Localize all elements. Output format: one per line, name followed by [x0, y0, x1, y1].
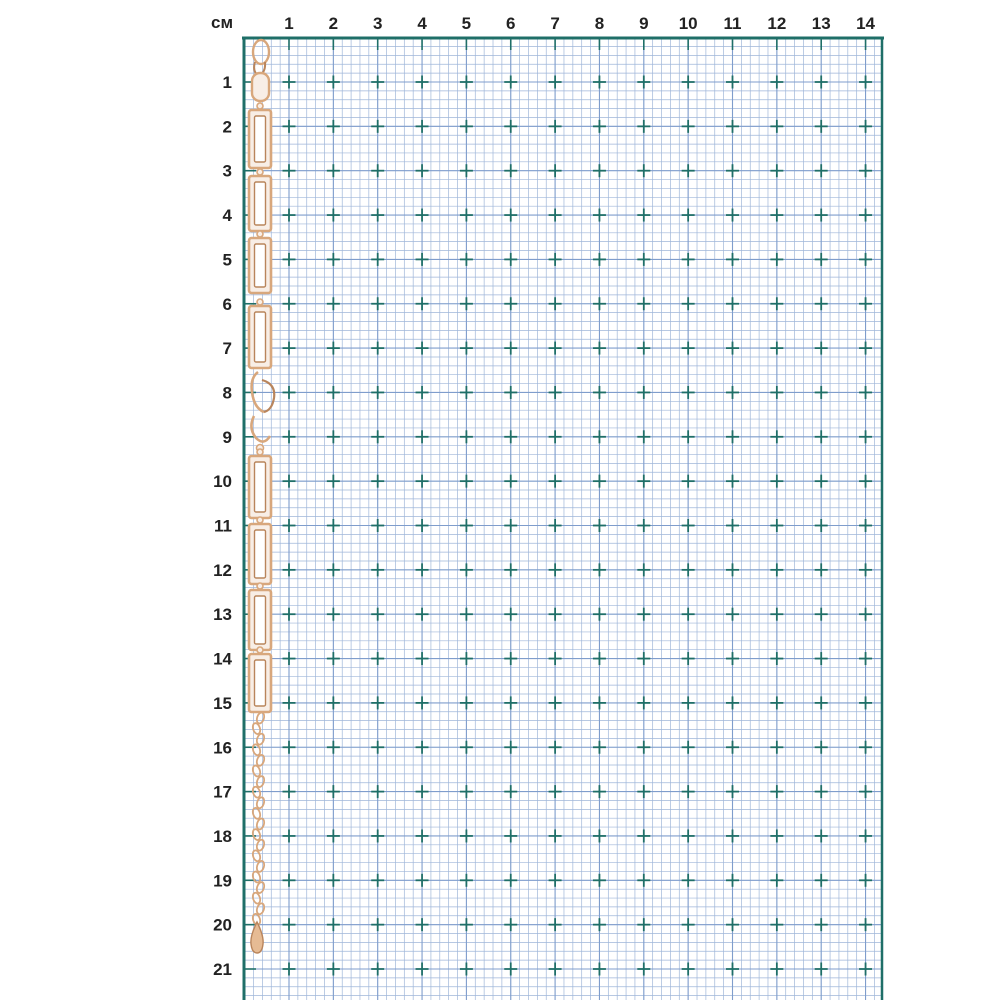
y-axis-label: 5: [222, 250, 232, 270]
y-axis-label: 17: [213, 782, 232, 802]
x-axis-label: 2: [328, 14, 339, 33]
y-axis-label: 1: [222, 73, 232, 92]
x-axis-label: 3: [372, 14, 383, 33]
y-axis-label: 18: [213, 826, 232, 846]
unit-label: см: [210, 13, 234, 32]
y-axis-label: 4: [222, 206, 232, 226]
y-axis-label: 15: [213, 693, 232, 713]
y-axis-label: 14: [213, 649, 232, 669]
bracelet-link: [249, 449, 271, 518]
bracelet-link: [249, 517, 271, 584]
bracelet-link: [249, 583, 271, 650]
bracelet-link: [249, 647, 271, 712]
y-axis-label: 9: [222, 427, 232, 447]
x-axis-label: 4: [417, 14, 427, 33]
paper-area: [244, 38, 882, 1000]
x-axis-label: 7: [550, 14, 560, 33]
y-axis-label: 19: [213, 871, 232, 891]
x-axis-label: 12: [767, 14, 787, 33]
x-axis-label: 8: [594, 14, 605, 33]
x-axis-label: 5: [461, 14, 472, 33]
y-axis-label: 12: [213, 560, 232, 580]
y-axis-label: 10: [213, 472, 232, 492]
y-axis-label: 13: [213, 605, 232, 625]
y-axis-label: 6: [222, 294, 232, 314]
x-axis-label: 10: [678, 14, 698, 33]
x-axis-label: 1: [284, 14, 294, 33]
y-axis-label: 11: [214, 516, 232, 536]
y-axis-label: 21: [213, 960, 232, 979]
y-axis-label: 3: [222, 161, 232, 181]
x-axis-label: 13: [811, 14, 831, 33]
y-axis-label: 20: [213, 915, 232, 935]
bracelet-link: [249, 231, 271, 293]
y-axis-label: 8: [222, 383, 232, 403]
bracelet-link: [249, 169, 271, 231]
x-axis-label: 14: [856, 14, 876, 33]
y-axis-label: 7: [222, 339, 232, 359]
x-axis-label: 9: [639, 14, 649, 33]
grid-paper: [244, 38, 882, 1000]
y-axis-label: 2: [222, 117, 232, 137]
y-axis-label: 16: [213, 738, 232, 758]
x-axis-label: 11: [723, 14, 742, 33]
bracelet-link: [249, 103, 271, 168]
x-axis-label: 6: [506, 14, 516, 33]
bracelet-link: [249, 299, 271, 368]
